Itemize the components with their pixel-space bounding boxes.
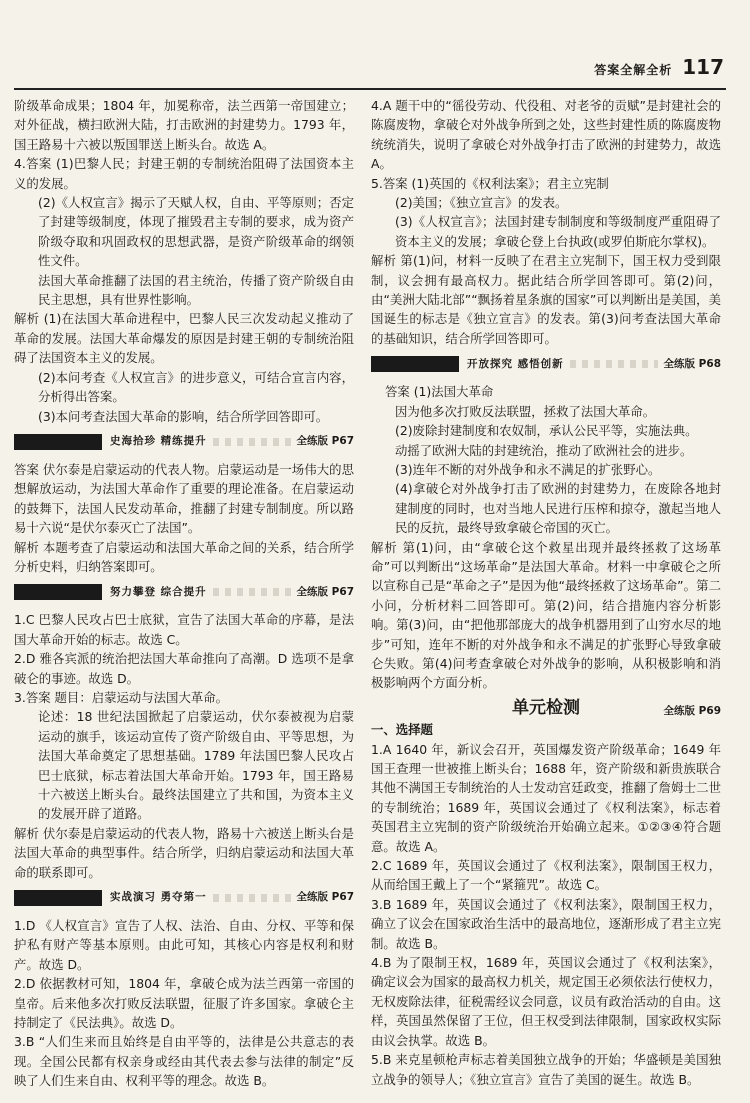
paragraph: 解析 伏尔泰是启蒙运动的代表人物，路易十六被送上断头台是法国大革命的典型事件。结合所学，归纳启蒙运动和法国大革命的联系即可。 [14, 825, 354, 880]
paragraph: 5.答案 (1)英国的《权利法案》；君主立宪制 [371, 175, 609, 191]
paragraph: 解析 本题考查了启蒙运动和法国大革命之间的关系，结合所学分析史料，归纳答案即可。 [14, 539, 354, 574]
paragraph: 2.D 依据教材可知，1804 年，拿破仑成为法兰西第一帝国的皇帝。后来他多次打败反法联盟，征服了许多国家。拿破仑主持制定了《民法典》。故选 D。 [14, 976, 354, 1031]
paragraph: 法国大革命推翻了法国的君主统治，传播了资产阶级自由民主思想，具有世界性影响。 [38, 272, 354, 308]
paragraph: 答案 伏尔泰是启蒙运动的代表人物。启蒙运动是一场伟大的思想解放运动，为法国大革命作了重要的理论准备。在启蒙运动的鼓舞下，法国人民发动革命，推翻了封建专制制度。所以路易十六说“是伏尔泰灭亡了法国”。 [14, 461, 354, 536]
section-banner [371, 352, 721, 376]
paragraph: (2)废除封建制度和农奴制，承认公民平等，实施法典。 [395, 423, 698, 439]
paragraph: 解析 (1)在法国大革命进程中，巴黎人民三次发动起义推动了革命的发展。法国大革命爆发的原因是封建王朝的专制统治阻碍了法国资本主义的发展。 [14, 311, 354, 366]
paragraph: (3)连年不断的对外战争和永不满足的扩张野心。 [395, 461, 661, 477]
paragraph: (2)美国；《独立宣言》的发表。 [395, 195, 568, 211]
section-label-block [14, 434, 102, 450]
paragraph: 4.A 题干中的“徭役劳动、代役租、对老爷的贡赋”是封建社会的陈腐废物，拿破仑对外战争所到之处，这些封建性质的陈腐废物统统消失，说明了拿破仑对外战争打击了欧洲的封建势力，故选 A。 [371, 98, 721, 172]
paragraph: 5.B 来克星顿枪声标志着美国独立战争的开始；华盛顿是美国独立战争的领导人；《独立宣言》宣告了美国的诞生。故选 B。 [371, 1052, 721, 1087]
section-label-block [14, 584, 102, 600]
left-column [14, 96, 354, 1091]
section-banner [14, 580, 354, 604]
paragraph: 解析 第(1)问，由“拿破仑这个救星出现并最终拯救了这场革命”可以判断出“这场革命”是法国大革命。材料一中拿破仑之所以宣称自己是“革命之子”是因为他“最终拯救了这场革命”。第二小问，分析材料二回答即可。第(2)问，结合措施内容分析影响。第(3)问，由“把他那部庞大的战争机器用到了山穷水尽的地步”可知，连年不断的对外战争和永不满足的扩张野心导致拿破仑失败。第(4)问考查拿破仑对外战争的影响，从积极影响和消极影响两个方面分析。 [371, 539, 721, 691]
subheading: 一、选择题 [371, 722, 433, 738]
paragraph: 阶级革命成果；1804 年，加冕称帝，法兰西第一帝国建立；对外征战，横扫欧洲大陆，打击欧洲的封建势力。1793 年，国王路易十六被以叛国罪送上断头台。故选 A。 [14, 98, 354, 152]
paragraph: (2)《人权宣言》揭示了天赋人权，自由、平等原则；否定了封建等级制度，体现了摧毁君主专制的要求，成为资产阶级夺取和巩固政权的思想武器，是资产阶级革命的纲领性文件。 [38, 195, 354, 269]
decorative-stripe [213, 588, 291, 596]
paragraph: (3)《人权宣言》；法国封建专制制度和等级制度严重阻碍了资本主义的发展；拿破仑登上台执政(或罗伯斯庇尔掌权)。 [395, 214, 721, 249]
paragraph: 解析 第(1)问，材料一反映了在君主立宪制下，国王权力受到限制，议会拥有最高权力。据此结合所学回答即可。第(2)问，由“美洲大陆北部”“飘扬着星条旗的国家”可以判断出是美国，美国诞生的标志是《独立宣言》的发表。第(3)问考查法国大革命的基础知识，结合所学回答即可。 [371, 253, 721, 346]
section-ref: 全练版 P67 [296, 585, 354, 598]
page-header [594, 55, 724, 80]
unit-heading [371, 699, 721, 718]
section-banner [14, 430, 354, 454]
header-rule [14, 88, 726, 90]
paragraph: 2.D 雅各宾派的统治把法国大革命推向了高潮。D 选项不是拿破仑的事迹。故选 D。 [14, 651, 354, 686]
paragraph: 3.答案 题目：启蒙运动与法国大革命。 [14, 689, 229, 705]
section-label-block [14, 890, 102, 906]
section-ref: 全练版 P67 [296, 891, 354, 904]
paragraph: 3.B “人们生来而且始终是自由平等的，法律是公共意志的表现。全国公民都有权亲身或经由其代表去参与法律的制定”反映了人们生来自由、权利平等的理念。故选 B。 [14, 1034, 354, 1089]
section-tag: 开放探究 感悟创新 [467, 357, 564, 370]
unit-title: 单元检测 [512, 697, 580, 718]
section-banner [14, 886, 354, 910]
decorative-stripe [213, 438, 291, 446]
paragraph: 4.B 为了限制王权，1689 年，英国议会通过了《权利法案》，确定议会为国家的最高权力机关，规定国王必须依法行使权力，无权废除法律，征税需经议会同意，议员有政治活动的自由。这样，英国虽然保留了王位，但王权受到法律限制，国家政权实际由议会执掌。故选 B。 [371, 955, 721, 1048]
decorative-stripe [213, 894, 291, 902]
paragraph: 论述：18 世纪法国掀起了启蒙运动，伏尔泰被视为启蒙运动的旗手，该运动宣传了资产阶级自由、平等思想，为法国大革命奠定了思想基础。1789 年法国巴黎人民攻占巴士底狱，标志着法国大革命开始。1793 年，国王路易十六被送上断头台。最终法国建立了共和国，为资本主义的发展开辟了道路。 [38, 709, 354, 822]
decorative-stripe [570, 360, 658, 368]
section-tag: 史海拾珍 精练提升 [110, 435, 207, 448]
header-label: 答案全解全析 [594, 63, 673, 77]
paragraph: 2.C 1689 年，英国议会通过了《权利法案》，限制国王权力，从而给国王戴上了一个“紧箍咒”。故选 C。 [371, 858, 721, 893]
section-ref: 全练版 P68 [663, 357, 721, 370]
paragraph: 1.D 《人权宣言》宣告了人权、法治、自由、分权、平等和保护私有财产等基本原则。由此可知，其核心内容是权利和财产。故选 D。 [14, 918, 354, 972]
right-column [371, 96, 721, 1089]
section-tag: 努力攀登 综合提升 [110, 585, 207, 598]
paragraph: 答案 (1)法国大革命 [385, 384, 494, 400]
page-number: 117 [682, 55, 724, 79]
unit-ref: 全练版 P69 [663, 704, 721, 717]
paragraph: 1.C 巴黎人民攻占巴士底狱，宣告了法国大革命的序幕，是法国大革命开始的标志。故选 C。 [14, 612, 354, 647]
paragraph: 3.B 1689 年，英国议会通过了《权利法案》，限制国王权力，确立了议会在国家政治生活中的最高地位，逐渐形成了君主立宪制。故选 B。 [371, 896, 721, 951]
paragraph: 动摇了欧洲大陆的封建统治，推动了欧洲社会的进步。 [395, 442, 693, 458]
paragraph: (2)本问考查《人权宣言》的进步意义，可结合宣言内容，分析得出答案。 [38, 369, 354, 405]
paragraph: 因为他多次打败反法联盟，拯救了法国大革命。 [395, 403, 656, 419]
paragraph: 4.答案 (1)巴黎人民；封建王朝的专制统治阻碍了法国资本主义的发展。 [14, 156, 354, 191]
paragraph: 1.A 1640 年，新议会召开，英国爆发资产阶级革命；1649 年国王查理一世被推上断头台；1688 年，资产阶级和新贵族联合其他不满国王专制统治的人士发动宫廷政变，推翻了詹姆士二世的专制统治；1689 年，英国议会通过了《权利法案》，标志着英国君主立宪制的资产阶级统治开始确立起来。①②③④符合题意。故选 A。 [371, 741, 721, 854]
section-tag: 实战演习 勇夺第一 [110, 891, 207, 904]
section-ref: 全练版 P67 [296, 435, 354, 448]
section-label-block [371, 356, 459, 372]
paragraph: (3)本问考查法国大革命的影响，结合所学回答即可。 [38, 408, 329, 424]
paragraph: (4)拿破仑对外战争打击了欧洲的封建势力，在废除各地封建制度的同时，也对当地人民进行压榨和掠夺，激起当地人民的反抗，最终导致拿破仑帝国的灭亡。 [395, 481, 721, 536]
